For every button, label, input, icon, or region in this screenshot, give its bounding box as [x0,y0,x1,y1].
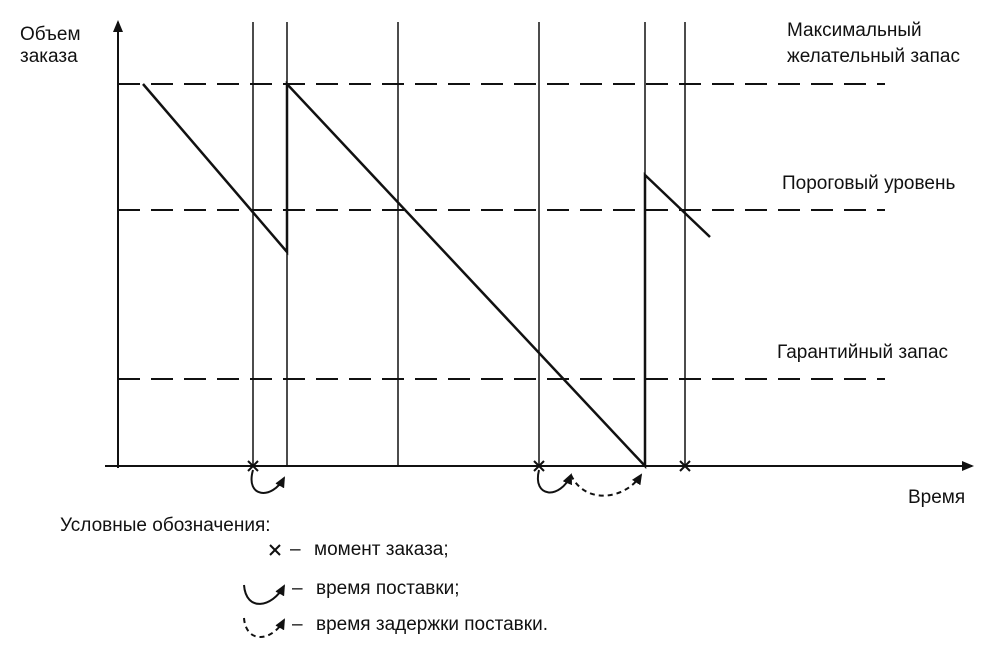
legend-dash-1: – [290,539,301,560]
x-axis-label: Время [908,487,966,508]
delivery-time-arc-1 [252,470,284,493]
legend-dash-2: – [292,578,303,599]
legend-dash-3: – [292,614,303,635]
max-stock-label: Максимальный желательный запас [787,20,960,67]
legend-symbol-delay-arc [244,618,284,637]
inventory-curve [143,84,710,466]
legend-text-order: момент заказа; [314,539,449,560]
legend-text-delivery: время поставки; [316,578,460,599]
legend-symbol-order [270,545,280,555]
delay-time-arc [571,475,641,496]
safety-stock-label: Гарантийный запас [777,342,949,363]
y-axis-label: Объем заказа [20,24,81,67]
threshold-label: Пороговый уровень [782,173,956,194]
legend-text-delay: время задержки поставки. [316,614,548,635]
legend-title: Условные обозначения: [60,515,271,536]
legend-symbol-delivery-arc [244,585,284,604]
delivery-time-arc-2 [538,470,571,492]
